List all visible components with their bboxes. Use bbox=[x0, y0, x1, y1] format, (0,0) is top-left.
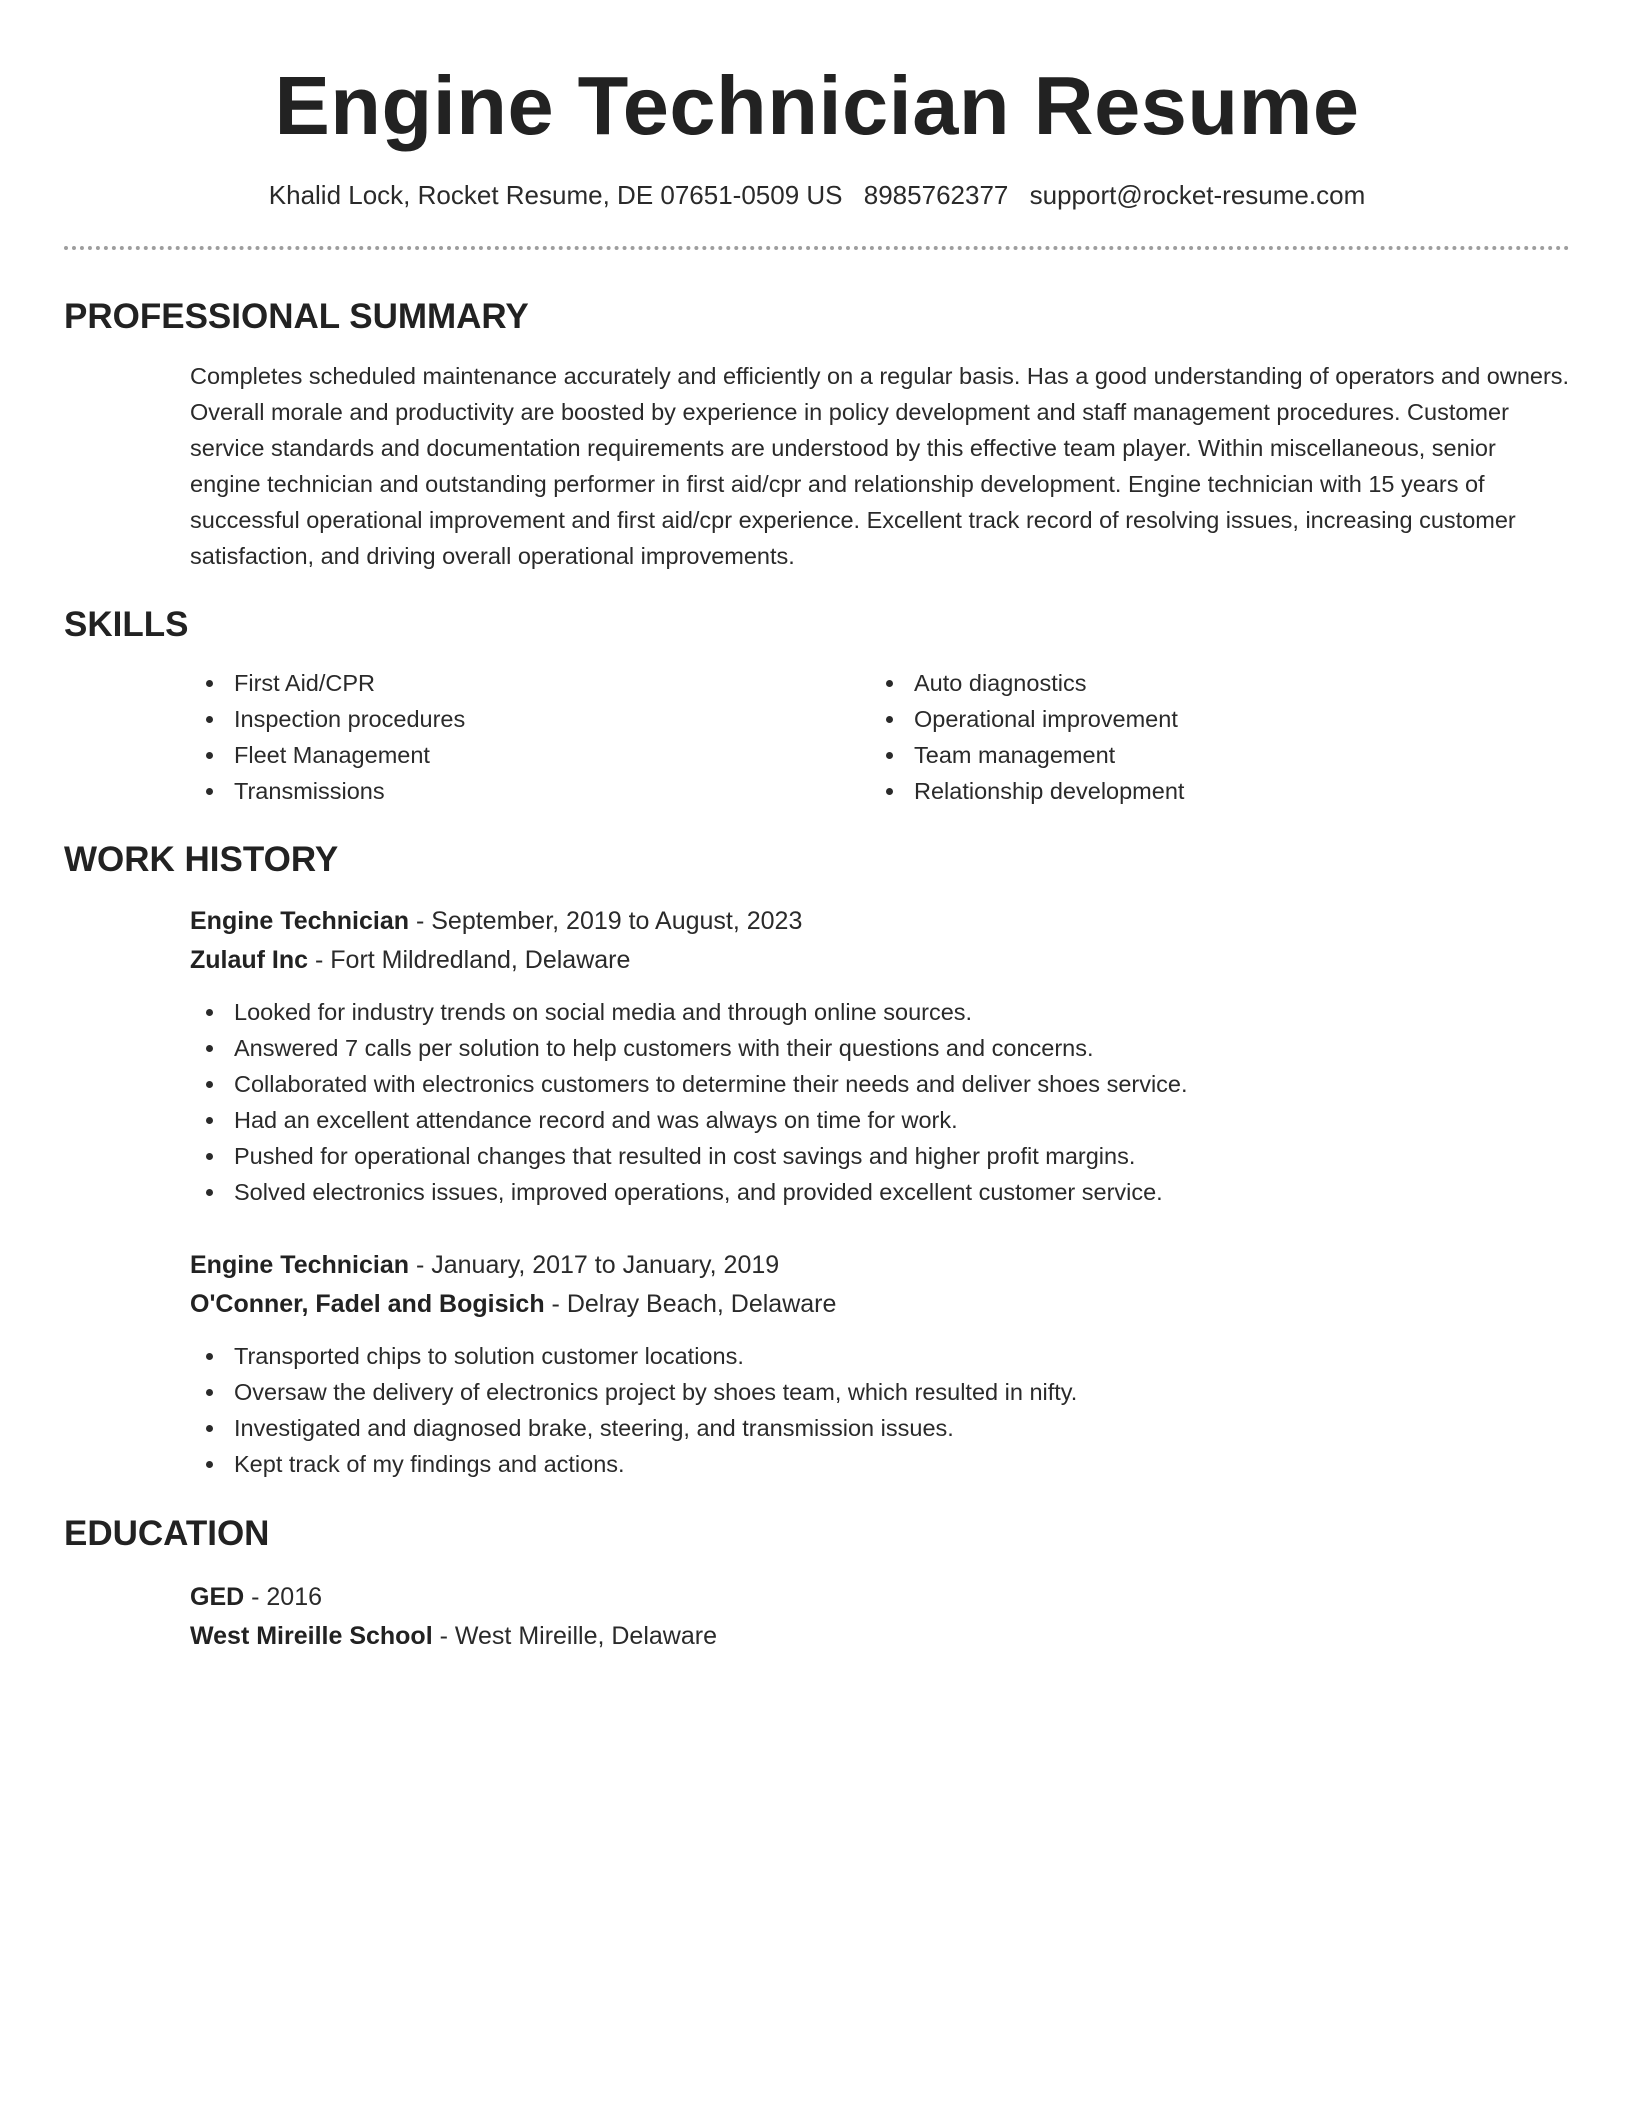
education-school: West Mireille School bbox=[190, 1622, 433, 1650]
job-company-line bbox=[190, 1285, 1570, 1324]
work-history-heading: WORK HISTORY bbox=[64, 840, 339, 879]
job-bullet: Solved electronics issues, improved operations, and provided excellent customer service. bbox=[190, 1174, 1570, 1210]
summary-text: Completes scheduled maintenance accurately and efficiently on a regular basis. Has a good understanding of operators and owners. Overall morale and productivity are boosted by experience in policy development and staff management procedures. Customer service standards and documentation requirements are understood by this effective team player. Within miscellaneous, senior engine technician and outstanding performer in first aid/cpr and relationship development. Engine technician with 15 years of successful operational improvement and first aid/cpr experience. Excellent track record of resolving issues, increasing customer satisfaction, and driving overall operational improvements. bbox=[190, 363, 1570, 569]
header-divider bbox=[64, 246, 1570, 250]
job-bullet: Investigated and diagnosed brake, steering, and transmission issues. bbox=[190, 1410, 1570, 1446]
education-heading: EDUCATION bbox=[64, 1514, 270, 1553]
job-location: - Fort Mildredland, Delaware bbox=[308, 946, 631, 974]
job-title: Engine Technician bbox=[190, 907, 410, 935]
job-bullet: Kept track of my findings and actions. bbox=[190, 1446, 1570, 1482]
job-bullet: Pushed for operational changes that resulted in cost savings and higher profit margins. bbox=[190, 1138, 1570, 1174]
education-entry bbox=[190, 1578, 1570, 1656]
job-bullets bbox=[190, 994, 1570, 1210]
education-year: - 2016 bbox=[244, 1583, 323, 1611]
job-bullet: Collaborated with electronics customers to determine their needs and deliver shoes service. bbox=[190, 1066, 1570, 1102]
job-company: Zulauf Inc bbox=[190, 946, 309, 974]
summary-heading: PROFESSIONAL SUMMARY bbox=[64, 297, 529, 336]
contact-line bbox=[64, 178, 1570, 212]
skills-column-left bbox=[190, 665, 870, 809]
job-bullets bbox=[190, 1338, 1570, 1482]
job-bullet: Transported chips to solution customer locations. bbox=[190, 1338, 1570, 1374]
resume-title: Engine Technician Resume bbox=[274, 59, 1360, 152]
skill-item: Operational improvement bbox=[870, 701, 1550, 737]
skill-item: Inspection procedures bbox=[190, 701, 870, 737]
job-title-line bbox=[190, 902, 1570, 941]
skill-item: Fleet Management bbox=[190, 737, 870, 773]
job-entry bbox=[190, 1246, 1570, 1482]
job-bullet: Looked for industry trends on social media and through online sources. bbox=[190, 994, 1570, 1030]
job-dates: - January, 2017 to January, 2019 bbox=[409, 1251, 780, 1279]
skill-item: Relationship development bbox=[870, 773, 1550, 809]
job-location: - Delray Beach, Delaware bbox=[544, 1290, 837, 1318]
job-bullet: Had an excellent attendance record and was always on time for work. bbox=[190, 1102, 1570, 1138]
skill-item: Auto diagnostics bbox=[870, 665, 1550, 701]
job-title-line bbox=[190, 1246, 1570, 1285]
contact-email: support@rocket-resume.com bbox=[1029, 180, 1366, 210]
education-location: - West Mireille, Delaware bbox=[432, 1622, 717, 1650]
job-bullet: Answered 7 calls per solution to help customers with their questions and concerns. bbox=[190, 1030, 1570, 1066]
contact-address: Khalid Lock, Rocket Resume, DE 07651-0509 US bbox=[268, 180, 843, 210]
education-degree-line bbox=[190, 1578, 1570, 1617]
skills-heading: SKILLS bbox=[64, 605, 189, 644]
resume-page bbox=[64, 0, 1570, 1656]
skill-item: First Aid/CPR bbox=[190, 665, 870, 701]
skills-column-right bbox=[870, 665, 1550, 809]
job-title: Engine Technician bbox=[190, 1251, 410, 1279]
education-degree: GED bbox=[190, 1583, 245, 1611]
job-bullet: Oversaw the delivery of electronics project by shoes team, which resulted in nifty. bbox=[190, 1374, 1570, 1410]
job-dates: - September, 2019 to August, 2023 bbox=[409, 907, 803, 935]
skill-item: Team management bbox=[870, 737, 1550, 773]
job-company: O'Conner, Fadel and Bogisich bbox=[190, 1290, 545, 1318]
skill-item: Transmissions bbox=[190, 773, 870, 809]
job-entry bbox=[190, 902, 1570, 1210]
skills-list bbox=[190, 665, 1570, 809]
education-school-line bbox=[190, 1617, 1570, 1656]
job-company-line bbox=[190, 941, 1570, 980]
contact-phone: 8985762377 bbox=[863, 180, 1009, 210]
